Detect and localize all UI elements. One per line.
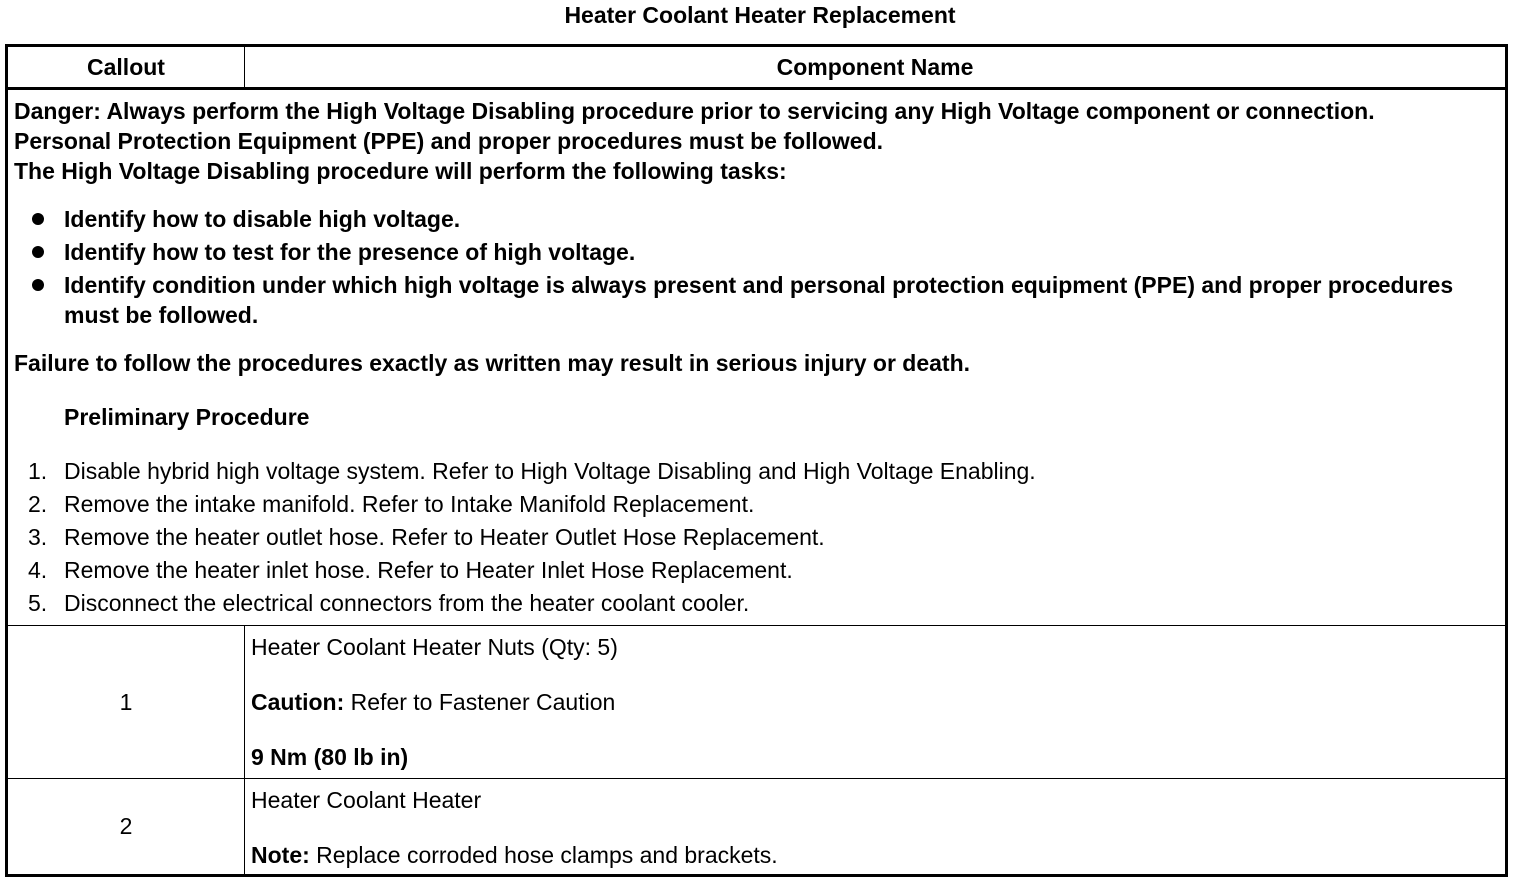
danger-cell (7, 89, 1507, 626)
step-number: 1. (28, 458, 48, 484)
step-number: 3. (28, 524, 48, 550)
note-text (251, 840, 1499, 870)
step-text: Disable hybrid high voltage system. Refer to High Voltage Disabling and High Voltage Enabling. (64, 458, 1036, 484)
step-number: 2. (28, 491, 48, 517)
step-text: Remove the heater inlet hose. Refer to Heater Inlet Hose Replacement. (64, 557, 793, 583)
callout-header: Callout (7, 46, 245, 89)
table-row (7, 626, 1507, 779)
caution-label: Caution: (251, 689, 345, 715)
step-item (14, 588, 1499, 618)
bullet-item: Identify condition under which high voltage is always present and personal protection equipment (PPE) and proper procedures must be followed. (14, 270, 1499, 330)
preliminary-steps (14, 456, 1499, 618)
bullet-item: Identify how to test for the presence of high voltage. (14, 237, 1499, 267)
callout-number: 2 (7, 779, 245, 876)
step-number: 4. (28, 557, 48, 583)
failure-warning: Failure to follow the procedures exactly as written may result in serious injury or death. (14, 350, 971, 376)
table-row (7, 779, 1507, 876)
task-bullets (14, 204, 1499, 330)
page-title: Heater Coolant Heater Replacement (564, 2, 956, 28)
callout-number: 1 (7, 626, 245, 779)
component-name-header: Component Name (245, 46, 1507, 89)
step-number: 5. (28, 590, 48, 616)
ppe-line: Personal Protection Equipment (PPE) and proper procedures must be followed. (14, 128, 884, 154)
bullet-item: Identify how to disable high voltage. (14, 204, 1499, 234)
header-row (7, 46, 1507, 89)
danger-row (7, 89, 1507, 626)
preliminary-heading: Preliminary Procedure (64, 404, 310, 430)
caution-detail: Refer to Fastener Caution (344, 689, 616, 715)
component-cell (245, 779, 1507, 876)
step-item (14, 456, 1499, 486)
procedure-table (5, 44, 1508, 877)
danger-line: Danger: Always perform the High Voltage Disabling procedure prior to servicing any High Voltage component or connection. (14, 98, 1375, 124)
torque-spec: 9 Nm (80 lb in) (251, 744, 409, 770)
step-item (14, 489, 1499, 519)
step-text: Disconnect the electrical connectors from the heater coolant cooler. (64, 590, 750, 616)
caution-text (251, 687, 1499, 717)
step-item (14, 522, 1499, 552)
step-text: Remove the heater outlet hose. Refer to Heater Outlet Hose Replacement. (64, 524, 825, 550)
step-item (14, 555, 1499, 585)
step-text: Remove the intake manifold. Refer to Intake Manifold Replacement. (64, 491, 755, 517)
component-name: Heater Coolant Heater Nuts (Qty: 5) (251, 634, 618, 660)
tasks-line: The High Voltage Disabling procedure will perform the following tasks: (14, 158, 787, 184)
component-name: Heater Coolant Heater (251, 787, 482, 813)
note-detail: Replace corroded hose clamps and brackets. (309, 842, 778, 868)
component-cell (245, 626, 1507, 779)
note-label: Note: (251, 842, 310, 868)
